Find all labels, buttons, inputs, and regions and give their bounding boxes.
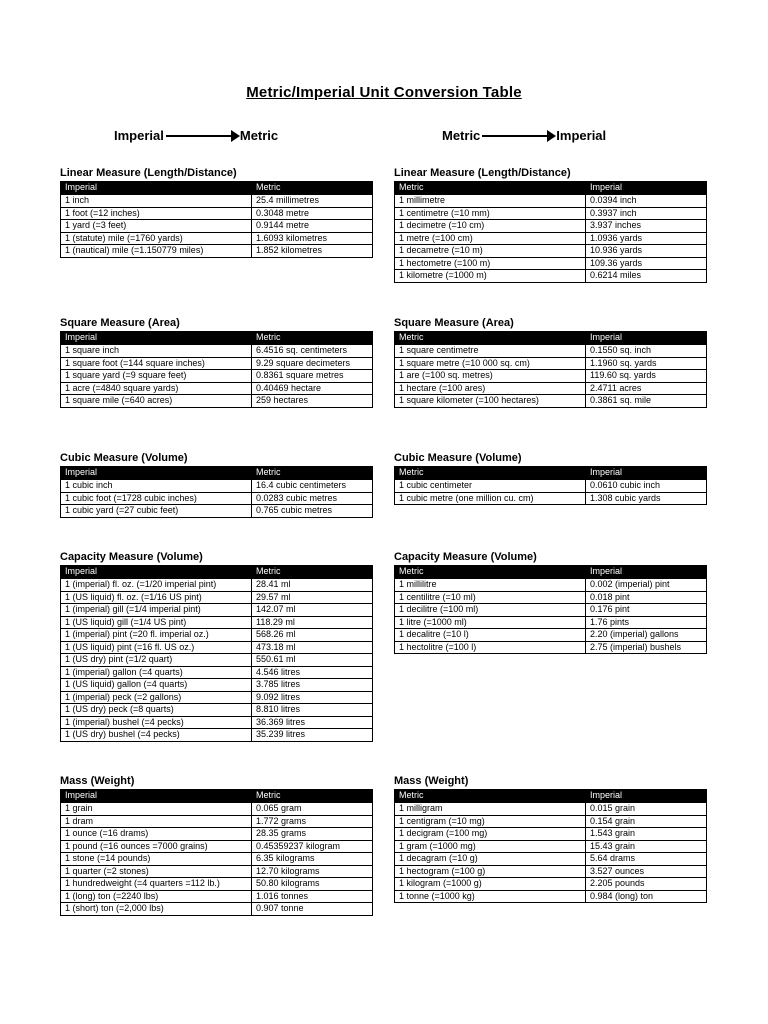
table-row: [61, 815, 373, 828]
table-cell: 2.75 (imperial) bushels: [586, 641, 707, 654]
column-header: Imperial: [61, 566, 252, 579]
direction-from-label: Imperial: [114, 128, 164, 143]
table-row: [395, 828, 707, 841]
column-header: Metric: [395, 566, 586, 579]
table-cell: 568.26 ml: [252, 629, 373, 642]
table-cell: 1 (imperial) peck (=2 gallons): [61, 691, 252, 704]
table-header-row: [61, 467, 373, 480]
table-cell: 0.1550 sq. inch: [586, 345, 707, 358]
column-header: Metric: [252, 332, 373, 345]
column-header: Imperial: [586, 182, 707, 195]
table-cell: 3.785 litres: [252, 679, 373, 692]
table-cell: 0.176 pint: [586, 604, 707, 617]
table-cell: 1 decilitre (=100 ml): [395, 604, 586, 617]
table-cell: 2.205 pounds: [586, 878, 707, 891]
table-row: [395, 815, 707, 828]
table-cell: 1 (imperial) fl. oz. (=1/20 imperial pint): [61, 579, 252, 592]
right-linear-section: [394, 167, 707, 283]
table-cell: 1 (long) ton (=2240 lbs): [61, 890, 252, 903]
table-row: [395, 890, 707, 903]
table-cell: 1 hectogram (=100 g): [395, 865, 586, 878]
section-title: Mass (Weight): [394, 775, 469, 787]
table-cell: 9.29 square decimeters: [252, 357, 373, 370]
table-cell: 1.1960 sq. yards: [586, 357, 707, 370]
table-cell: 1 decigram (=100 mg): [395, 828, 586, 841]
conversion-table: [60, 181, 373, 258]
table-cell: 0.065 gram: [252, 803, 373, 816]
conversion-table: [60, 565, 373, 742]
table-row: [61, 345, 373, 358]
section-title: Linear Measure (Length/Distance): [394, 167, 571, 179]
table-cell: 1 (US liquid) gill (=1/4 US pint): [61, 616, 252, 629]
table-row: [61, 716, 373, 729]
table-cell: 1 decagram (=10 g): [395, 853, 586, 866]
column-header: Metric: [252, 566, 373, 579]
direction-imperial-to-metric: [114, 128, 278, 143]
table-cell: 1 kilometre (=1000 m): [395, 270, 586, 283]
column-header: Metric: [395, 467, 586, 480]
table-cell: 4.546 litres: [252, 666, 373, 679]
table-cell: 6.35 kilograms: [252, 853, 373, 866]
table-cell: 1 decalitre (=10 l): [395, 629, 586, 642]
conversion-table: [394, 181, 707, 283]
table-cell: 1 (imperial) pint (=20 fl. imperial oz.): [61, 629, 252, 642]
table-cell: 15.43 grain: [586, 840, 707, 853]
table-cell: 1.543 grain: [586, 828, 707, 841]
table-cell: 1 hundredweight (=4 quarters =112 lb.): [61, 878, 252, 891]
table-row: [395, 382, 707, 395]
table-row: [395, 257, 707, 270]
table-row: [395, 579, 707, 592]
table-row: [61, 679, 373, 692]
table-row: [61, 629, 373, 642]
table-row: [61, 903, 373, 916]
table-cell: 109.36 yards: [586, 257, 707, 270]
left-mass-section: [60, 775, 373, 916]
table-row: [61, 803, 373, 816]
table-cell: 1 centimetre (=10 mm): [395, 207, 586, 220]
table-cell: 28.35 grams: [252, 828, 373, 841]
table-row: [61, 840, 373, 853]
table-row: [395, 245, 707, 258]
section-title: Capacity Measure (Volume): [60, 551, 203, 563]
table-cell: 1 cubic yard (=27 cubic feet): [61, 505, 252, 518]
table-cell: 29.57 ml: [252, 591, 373, 604]
column-header: Imperial: [586, 467, 707, 480]
left-square-section: [60, 317, 373, 408]
table-cell: 9.092 litres: [252, 691, 373, 704]
direction-metric-to-imperial: [442, 128, 606, 143]
table-cell: 550.61 ml: [252, 654, 373, 667]
table-row: [395, 604, 707, 617]
table-cell: 1 kilogram (=1000 g): [395, 878, 586, 891]
table-cell: 1.76 pints: [586, 616, 707, 629]
table-row: [395, 395, 707, 408]
table-cell: 1 hectometre (=100 m): [395, 257, 586, 270]
table-cell: 1 (US dry) pint (=1/2 quart): [61, 654, 252, 667]
table-row: [395, 370, 707, 383]
page-title: Metric/Imperial Unit Conversion Table: [246, 84, 522, 101]
conversion-table: [394, 466, 707, 505]
table-cell: 0.0394 inch: [586, 195, 707, 208]
table-row: [61, 865, 373, 878]
table-cell: 1.016 tonnes: [252, 890, 373, 903]
table-row: [395, 853, 707, 866]
table-cell: 1 square mile (=640 acres): [61, 395, 252, 408]
column-header: Imperial: [586, 332, 707, 345]
table-cell: 1 (short) ton (=2,000 lbs): [61, 903, 252, 916]
table-cell: 50.80 kilograms: [252, 878, 373, 891]
table-cell: 0.984 (long) ton: [586, 890, 707, 903]
table-cell: 1 (US dry) peck (=8 quarts): [61, 704, 252, 717]
table-cell: 1 decametre (=10 m): [395, 245, 586, 258]
right-mass-section: [394, 775, 707, 903]
table-cell: 1 square centimetre: [395, 345, 586, 358]
table-cell: 473.18 ml: [252, 641, 373, 654]
table-row: [61, 729, 373, 742]
table-cell: 16.4 cubic centimeters: [252, 480, 373, 493]
conversion-table: [394, 789, 707, 903]
table-cell: 1 (statute) mile (=1760 yards): [61, 232, 252, 245]
column-header: Metric: [395, 182, 586, 195]
table-cell: 0.907 tonne: [252, 903, 373, 916]
table-cell: 1 metre (=100 cm): [395, 232, 586, 245]
direction-from-label: Metric: [442, 128, 481, 143]
table-row: [395, 629, 707, 642]
table-row: [61, 890, 373, 903]
direction-to-label: Metric: [239, 128, 279, 143]
table-cell: 1 square kilometer (=100 hectares): [395, 395, 586, 408]
table-row: [395, 345, 707, 358]
table-row: [61, 480, 373, 493]
table-cell: 1 milligram: [395, 803, 586, 816]
table-row: [395, 641, 707, 654]
table-cell: 1 cubic inch: [61, 480, 252, 493]
table-row: [395, 865, 707, 878]
table-cell: 28.41 ml: [252, 579, 373, 592]
table-row: [61, 666, 373, 679]
table-cell: 8.810 litres: [252, 704, 373, 717]
table-cell: 118.29 ml: [252, 616, 373, 629]
column-header: Imperial: [586, 566, 707, 579]
table-cell: 1 grain: [61, 803, 252, 816]
left-cubic-section: [60, 452, 373, 518]
table-cell: 1 (imperial) gallon (=4 quarts): [61, 666, 252, 679]
section-title: Square Measure (Area): [394, 317, 514, 329]
column-header: Imperial: [61, 790, 252, 803]
table-cell: 36.369 litres: [252, 716, 373, 729]
table-cell: 0.0610 cubic inch: [586, 480, 707, 493]
table-row: [61, 654, 373, 667]
column-header: Metric: [252, 790, 373, 803]
column-header: Imperial: [61, 182, 252, 195]
table-cell: 0.3861 sq. mile: [586, 395, 707, 408]
table-cell: 1.772 grams: [252, 815, 373, 828]
table-row: [61, 207, 373, 220]
column-header: Imperial: [586, 790, 707, 803]
table-cell: 1 litre (=1000 ml): [395, 616, 586, 629]
table-header-row: [61, 566, 373, 579]
arrow-right-icon: [482, 135, 554, 137]
table-row: [395, 232, 707, 245]
table-header-row: [395, 790, 707, 803]
table-row: [395, 195, 707, 208]
table-cell: 1 ounce (=16 drams): [61, 828, 252, 841]
table-row: [61, 492, 373, 505]
table-row: [61, 245, 373, 258]
table-cell: 3.937 inches: [586, 220, 707, 233]
table-cell: 1 (nautical) mile (=1.150779 miles): [61, 245, 252, 258]
table-cell: 1 hectare (=100 ares): [395, 382, 586, 395]
table-row: [61, 395, 373, 408]
table-row: [395, 270, 707, 283]
table-cell: 1 (US liquid) pint (=16 fl. US oz.): [61, 641, 252, 654]
table-cell: 1 yard (=3 feet): [61, 220, 252, 233]
table-row: [61, 357, 373, 370]
table-cell: 1 square metre (=10 000 sq. cm): [395, 357, 586, 370]
right-capacity-section: [394, 551, 707, 654]
table-row: [395, 480, 707, 493]
table-row: [61, 853, 373, 866]
table-cell: 1 square foot (=144 square inches): [61, 357, 252, 370]
table-header-row: [61, 332, 373, 345]
table-cell: 1 quarter (=2 stones): [61, 865, 252, 878]
section-title: Cubic Measure (Volume): [60, 452, 188, 464]
table-row: [61, 591, 373, 604]
table-cell: 12.70 kilograms: [252, 865, 373, 878]
table-cell: 1 tonne (=1000 kg): [395, 890, 586, 903]
table-cell: 0.154 grain: [586, 815, 707, 828]
conversion-table: [60, 331, 373, 408]
table-cell: 1 are (=100 sq. metres): [395, 370, 586, 383]
table-header-row: [395, 467, 707, 480]
table-row: [395, 492, 707, 505]
section-title: Cubic Measure (Volume): [394, 452, 522, 464]
table-row: [61, 232, 373, 245]
table-cell: 1 hectolitre (=100 l): [395, 641, 586, 654]
table-cell: 1.852 kilometres: [252, 245, 373, 258]
table-cell: 1 stone (=14 pounds): [61, 853, 252, 866]
table-cell: 2.20 (imperial) gallons: [586, 629, 707, 642]
table-cell: 259 hectares: [252, 395, 373, 408]
table-cell: 0.8361 square metres: [252, 370, 373, 383]
table-row: [61, 878, 373, 891]
column-header: Metric: [252, 467, 373, 480]
table-cell: 1.0936 yards: [586, 232, 707, 245]
table-cell: 1 cubic metre (one million cu. cm): [395, 492, 586, 505]
table-cell: 0.765 cubic metres: [252, 505, 373, 518]
table-cell: 119.60 sq. yards: [586, 370, 707, 383]
conversion-table: [394, 331, 707, 408]
table-row: [395, 220, 707, 233]
direction-to-label: Imperial: [556, 128, 607, 143]
table-row: [61, 370, 373, 383]
table-row: [395, 878, 707, 891]
table-cell: 6.4516 sq. centimeters: [252, 345, 373, 358]
table-row: [61, 641, 373, 654]
table-cell: 3.527 ounces: [586, 865, 707, 878]
table-row: [61, 691, 373, 704]
table-cell: 1 millilitre: [395, 579, 586, 592]
arrow-right-icon: [166, 135, 238, 137]
section-title: Mass (Weight): [60, 775, 135, 787]
table-row: [61, 828, 373, 841]
table-cell: 1.6093 kilometres: [252, 232, 373, 245]
conversion-table: [60, 466, 373, 518]
table-cell: 0.0283 cubic metres: [252, 492, 373, 505]
section-title: Linear Measure (Length/Distance): [60, 167, 237, 179]
table-cell: 1 pound (=16 ounces =7000 grains): [61, 840, 252, 853]
table-cell: 1 centigram (=10 mg): [395, 815, 586, 828]
table-cell: 1.308 cubic yards: [586, 492, 707, 505]
column-header: Metric: [395, 332, 586, 345]
table-cell: 2.4711 acres: [586, 382, 707, 395]
table-cell: 1 decimetre (=10 cm): [395, 220, 586, 233]
table-cell: 0.015 grain: [586, 803, 707, 816]
table-cell: 35.239 litres: [252, 729, 373, 742]
table-cell: 0.6214 miles: [586, 270, 707, 283]
table-cell: 1 (US liquid) fl. oz. (=1/16 US pint): [61, 591, 252, 604]
table-cell: 0.45359237 kilogram: [252, 840, 373, 853]
table-row: [395, 803, 707, 816]
conversion-table: [60, 789, 373, 916]
table-row: [395, 840, 707, 853]
table-cell: 0.002 (imperial) pint: [586, 579, 707, 592]
table-cell: 1 square yard (=9 square feet): [61, 370, 252, 383]
table-cell: 1 acre (=4840 square yards): [61, 382, 252, 395]
table-cell: 0.9144 metre: [252, 220, 373, 233]
table-cell: 1 (imperial) bushel (=4 pecks): [61, 716, 252, 729]
column-header: Imperial: [61, 467, 252, 480]
left-linear-section: [60, 167, 373, 258]
table-cell: 5.64 drams: [586, 853, 707, 866]
column-header: Metric: [395, 790, 586, 803]
table-row: [61, 195, 373, 208]
table-row: [61, 616, 373, 629]
section-title: Square Measure (Area): [60, 317, 180, 329]
table-cell: 1 (US dry) bushel (=4 pecks): [61, 729, 252, 742]
table-header-row: [395, 182, 707, 195]
table-row: [61, 220, 373, 233]
table-cell: 1 cubic foot (=1728 cubic inches): [61, 492, 252, 505]
table-cell: 1 (US liquid) gallon (=4 quarts): [61, 679, 252, 692]
table-row: [61, 579, 373, 592]
column-header: Metric: [252, 182, 373, 195]
table-cell: 25.4 millimetres: [252, 195, 373, 208]
table-header-row: [61, 182, 373, 195]
table-header-row: [395, 332, 707, 345]
table-row: [395, 616, 707, 629]
table-cell: 1 square inch: [61, 345, 252, 358]
table-cell: 1 gram (=1000 mg): [395, 840, 586, 853]
conversion-table: [394, 565, 707, 654]
table-row: [61, 382, 373, 395]
table-cell: 1 millimetre: [395, 195, 586, 208]
table-cell: 142.07 ml: [252, 604, 373, 617]
table-header-row: [61, 790, 373, 803]
table-cell: 1 dram: [61, 815, 252, 828]
table-row: [61, 604, 373, 617]
table-cell: 0.018 pint: [586, 591, 707, 604]
table-cell: 1 cubic centimeter: [395, 480, 586, 493]
table-row: [395, 357, 707, 370]
table-cell: 1 foot (=12 inches): [61, 207, 252, 220]
table-header-row: [395, 566, 707, 579]
table-row: [61, 704, 373, 717]
section-title: Capacity Measure (Volume): [394, 551, 537, 563]
table-row: [395, 207, 707, 220]
column-header: Imperial: [61, 332, 252, 345]
table-cell: 0.40469 hectare: [252, 382, 373, 395]
right-square-section: [394, 317, 707, 408]
table-row: [395, 591, 707, 604]
table-cell: 0.3048 metre: [252, 207, 373, 220]
table-cell: 10.936 yards: [586, 245, 707, 258]
table-cell: 1 inch: [61, 195, 252, 208]
right-cubic-section: [394, 452, 707, 505]
table-cell: 1 (imperial) gill (=1/4 imperial pint): [61, 604, 252, 617]
left-capacity-section: [60, 551, 373, 742]
table-row: [61, 505, 373, 518]
table-cell: 1 centilitre (=10 ml): [395, 591, 586, 604]
table-cell: 0.3937 inch: [586, 207, 707, 220]
